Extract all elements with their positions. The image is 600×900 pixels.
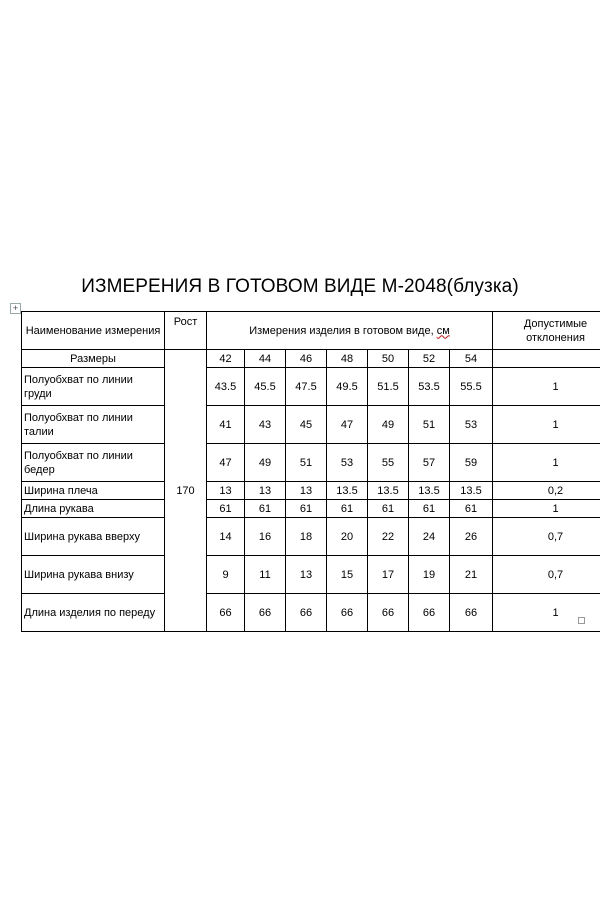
header-measurements bbox=[207, 312, 493, 350]
value-cell: 13.5 bbox=[327, 482, 368, 500]
row-name: Ширина рукава вверху bbox=[22, 518, 165, 556]
value-cell: 22 bbox=[368, 518, 409, 556]
value-cell: 11 bbox=[245, 556, 286, 594]
size-cell: 54 bbox=[450, 350, 493, 368]
value-cell: 66 bbox=[286, 594, 327, 632]
tolerance-cell: 1 bbox=[493, 406, 600, 444]
value-cell: 13 bbox=[286, 556, 327, 594]
table-header-row bbox=[22, 312, 600, 350]
value-cell: 26 bbox=[450, 518, 493, 556]
value-cell: 51.5 bbox=[368, 368, 409, 406]
row-name: Полуобхват по линии талии bbox=[22, 406, 165, 444]
table-row-sizes bbox=[22, 350, 600, 368]
tolerance-cell: 1 bbox=[493, 594, 600, 632]
empty-cell bbox=[493, 350, 600, 368]
value-cell: 66 bbox=[409, 594, 450, 632]
row-name: Полуобхват по линии бедер bbox=[22, 444, 165, 482]
tolerance-cell: 0,2 bbox=[493, 482, 600, 500]
sizes-label: Размеры bbox=[22, 350, 165, 368]
value-cell: 61 bbox=[368, 500, 409, 518]
size-cell: 46 bbox=[286, 350, 327, 368]
table-resize-handle-icon[interactable] bbox=[578, 617, 585, 624]
tolerance-cell: 0,7 bbox=[493, 556, 600, 594]
tolerance-cell: 1 bbox=[493, 500, 600, 518]
table-row bbox=[22, 368, 600, 406]
measurements-table bbox=[21, 311, 600, 632]
size-cell: 42 bbox=[207, 350, 245, 368]
value-cell: 43.5 bbox=[207, 368, 245, 406]
value-cell: 66 bbox=[245, 594, 286, 632]
table-row bbox=[22, 482, 600, 500]
value-cell: 17 bbox=[368, 556, 409, 594]
value-cell: 49 bbox=[245, 444, 286, 482]
value-cell: 66 bbox=[450, 594, 493, 632]
page-title: ИЗМЕРЕНИЯ В ГОТОВОМ ВИДЕ М-2048(блузка) bbox=[81, 276, 519, 297]
table-row bbox=[22, 556, 600, 594]
value-cell: 20 bbox=[327, 518, 368, 556]
header-name: Наименование измерения bbox=[22, 312, 165, 350]
value-cell: 21 bbox=[450, 556, 493, 594]
value-cell: 61 bbox=[450, 500, 493, 518]
table-row bbox=[22, 406, 600, 444]
value-cell: 49.5 bbox=[327, 368, 368, 406]
height-value: 170 bbox=[165, 350, 207, 632]
value-cell: 66 bbox=[207, 594, 245, 632]
value-cell: 45.5 bbox=[245, 368, 286, 406]
tolerance-cell: 1 bbox=[493, 368, 600, 406]
value-cell: 53 bbox=[327, 444, 368, 482]
value-cell: 13 bbox=[286, 482, 327, 500]
value-cell: 61 bbox=[245, 500, 286, 518]
value-cell: 13.5 bbox=[409, 482, 450, 500]
value-cell: 47 bbox=[207, 444, 245, 482]
row-name: Ширина плеча bbox=[22, 482, 165, 500]
size-cell: 48 bbox=[327, 350, 368, 368]
value-cell: 13.5 bbox=[368, 482, 409, 500]
value-cell: 61 bbox=[286, 500, 327, 518]
tolerance-cell: 0,7 bbox=[493, 518, 600, 556]
value-cell: 13 bbox=[245, 482, 286, 500]
value-cell: 61 bbox=[207, 500, 245, 518]
row-name: Полуобхват по линии груди bbox=[22, 368, 165, 406]
value-cell: 55 bbox=[368, 444, 409, 482]
value-cell: 51 bbox=[286, 444, 327, 482]
row-name: Длина рукава bbox=[22, 500, 165, 518]
value-cell: 53.5 bbox=[409, 368, 450, 406]
table-row bbox=[22, 444, 600, 482]
value-cell: 49 bbox=[368, 406, 409, 444]
header-tolerance: Допустимые отклонения bbox=[493, 312, 600, 350]
header-measurements-unit: см bbox=[436, 324, 450, 337]
size-cell: 44 bbox=[245, 350, 286, 368]
value-cell: 13 bbox=[207, 482, 245, 500]
table-row bbox=[22, 518, 600, 556]
value-cell: 24 bbox=[409, 518, 450, 556]
value-cell: 51 bbox=[409, 406, 450, 444]
value-cell: 16 bbox=[245, 518, 286, 556]
size-cell: 52 bbox=[409, 350, 450, 368]
value-cell: 19 bbox=[409, 556, 450, 594]
value-cell: 66 bbox=[327, 594, 368, 632]
value-cell: 66 bbox=[368, 594, 409, 632]
table-row bbox=[22, 594, 600, 632]
value-cell: 15 bbox=[327, 556, 368, 594]
value-cell: 53 bbox=[450, 406, 493, 444]
table-move-handle-icon[interactable]: + bbox=[10, 303, 21, 314]
value-cell: 57 bbox=[409, 444, 450, 482]
value-cell: 14 bbox=[207, 518, 245, 556]
value-cell: 13.5 bbox=[450, 482, 493, 500]
value-cell: 59 bbox=[450, 444, 493, 482]
value-cell: 61 bbox=[327, 500, 368, 518]
table-row bbox=[22, 500, 600, 518]
row-name: Длина изделия по переду bbox=[22, 594, 165, 632]
value-cell: 55.5 bbox=[450, 368, 493, 406]
row-name: Ширина рукава внизу bbox=[22, 556, 165, 594]
value-cell: 43 bbox=[245, 406, 286, 444]
value-cell: 41 bbox=[207, 406, 245, 444]
value-cell: 18 bbox=[286, 518, 327, 556]
value-cell: 9 bbox=[207, 556, 245, 594]
value-cell: 61 bbox=[409, 500, 450, 518]
header-height: Рост bbox=[165, 312, 207, 350]
value-cell: 45 bbox=[286, 406, 327, 444]
size-cell: 50 bbox=[368, 350, 409, 368]
header-measurements-prefix: Измерения изделия в готовом виде, bbox=[249, 324, 437, 337]
value-cell: 47.5 bbox=[286, 368, 327, 406]
tolerance-cell: 1 bbox=[493, 444, 600, 482]
value-cell: 47 bbox=[327, 406, 368, 444]
